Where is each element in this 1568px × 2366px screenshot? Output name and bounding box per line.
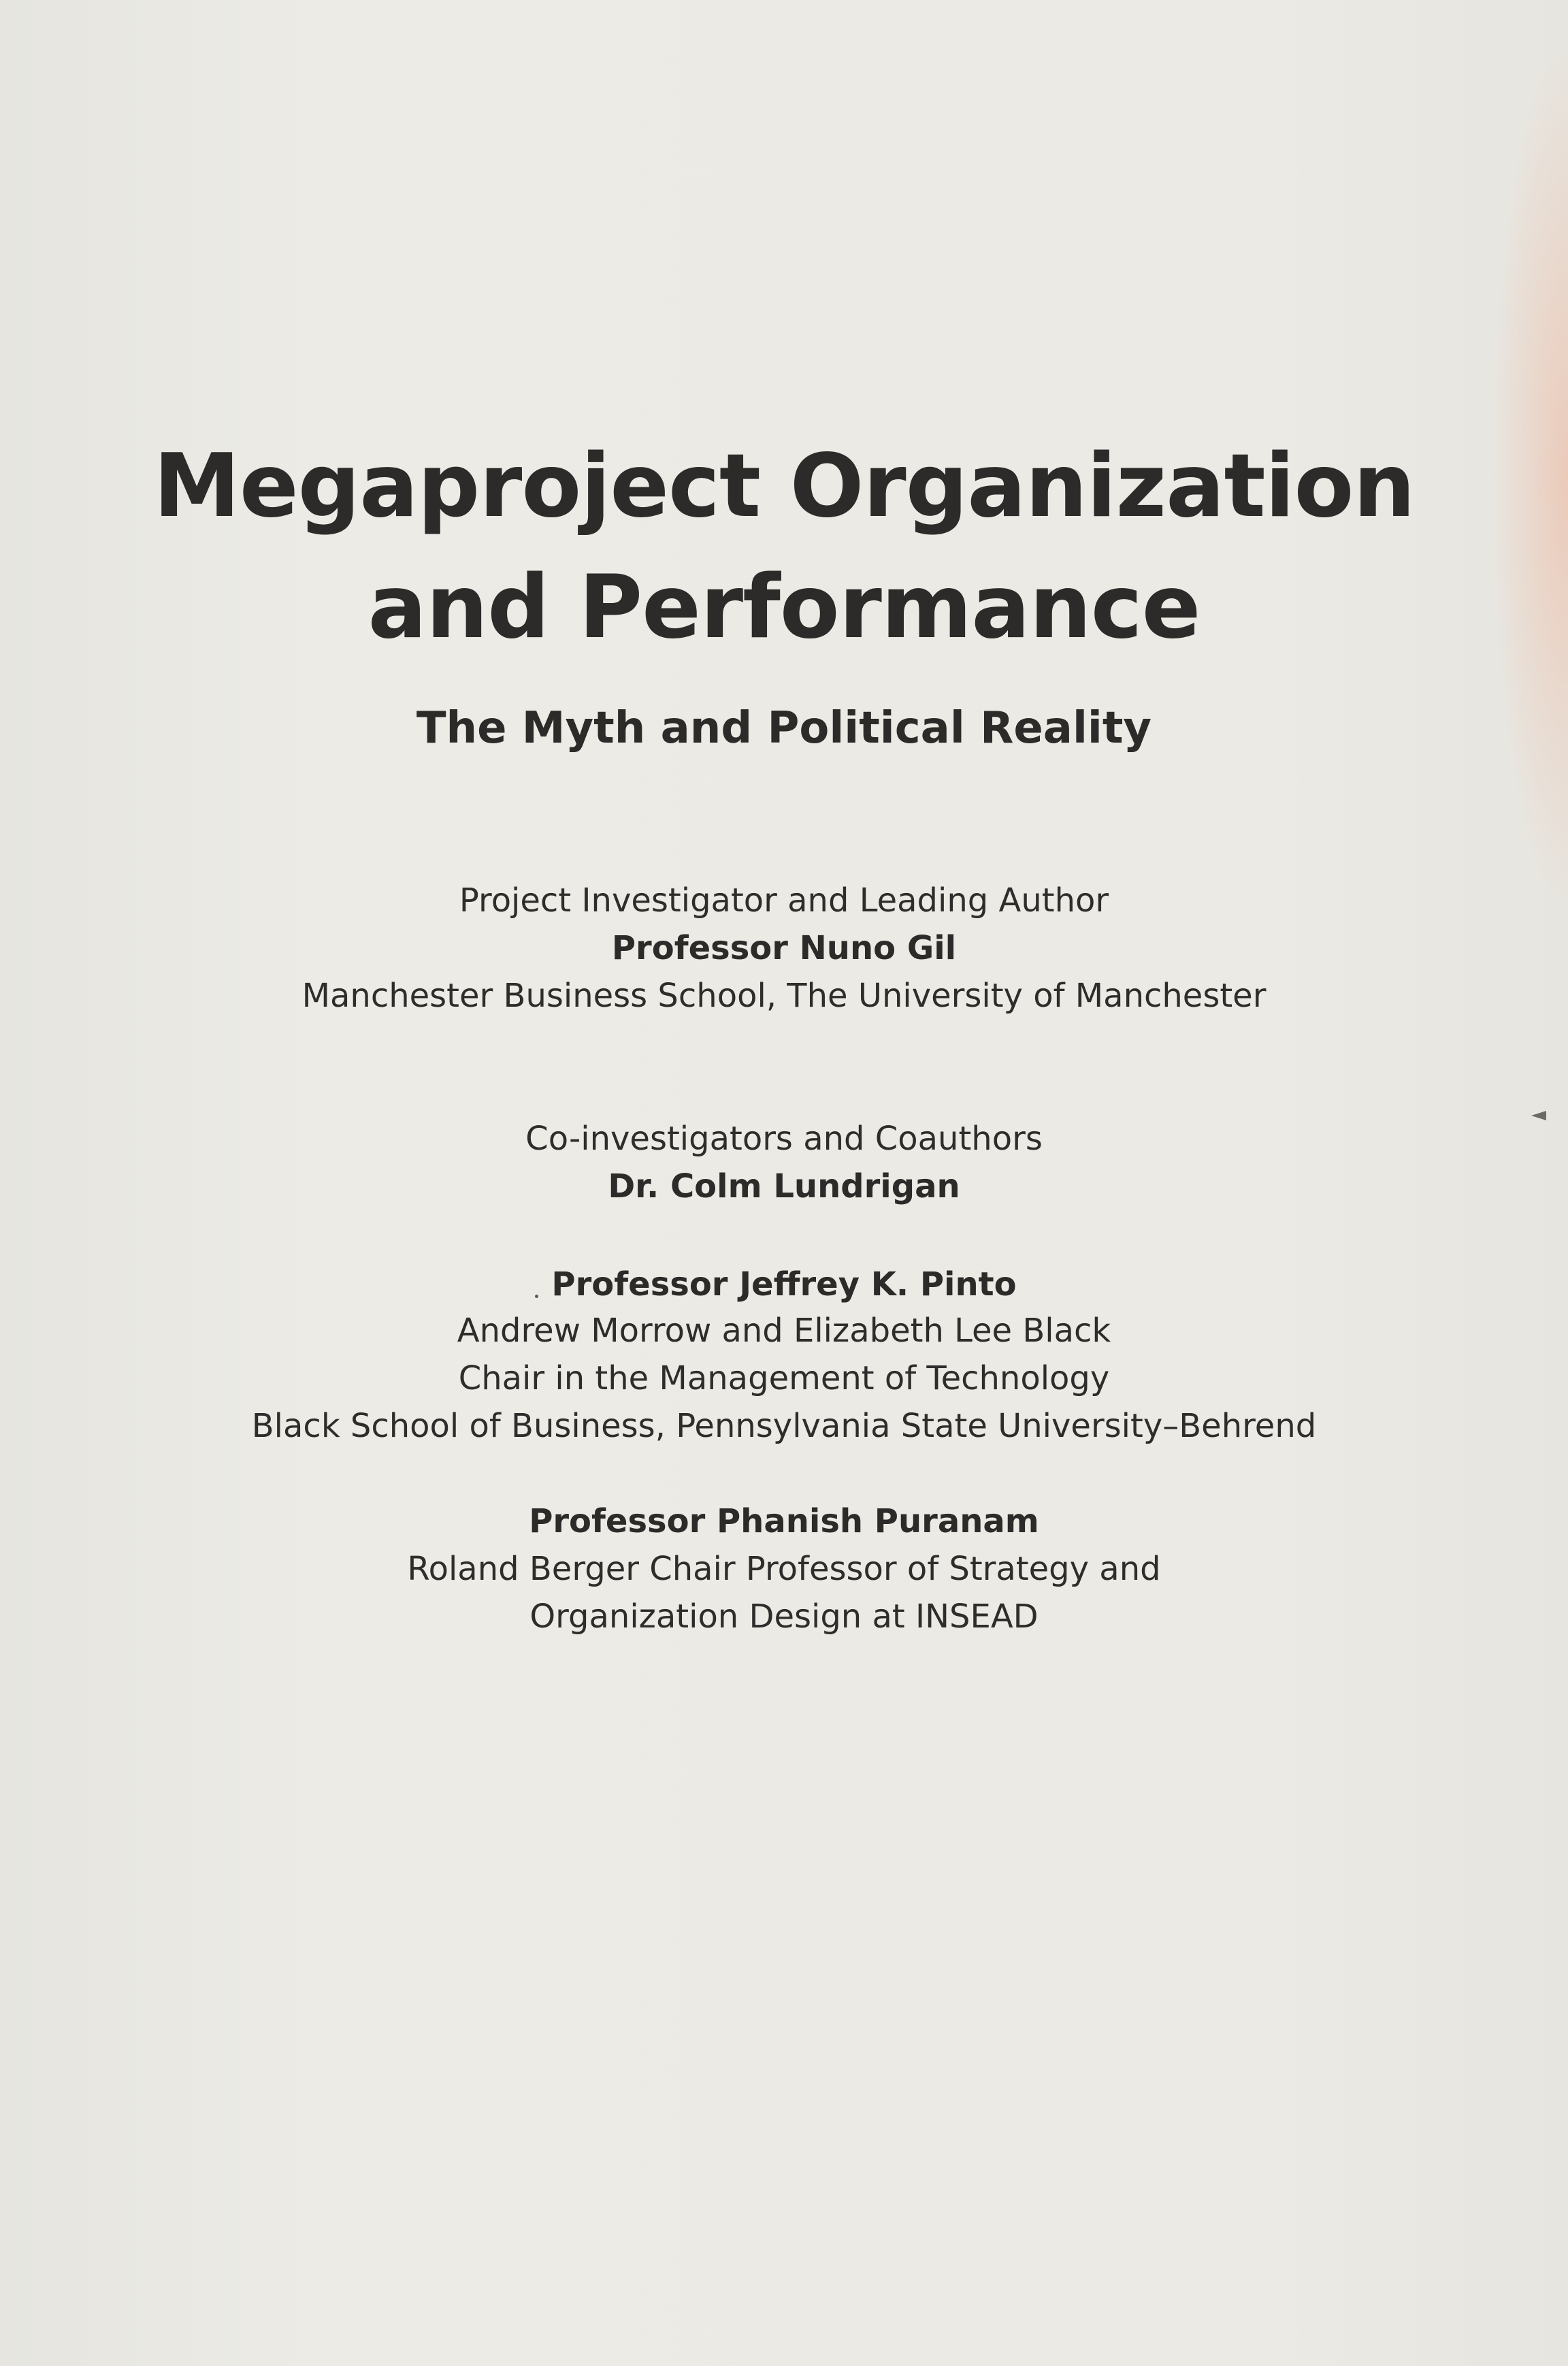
coauthor-puranam-affiliation-line-1: Roland Berger Chair Professor of Strategy and [407,1550,1161,1588]
book-title-line-1: Megaproject Organization [153,436,1415,537]
book-title-line-2: and Performance [368,557,1200,658]
coauthors-role: Co-investigators and Coauthors [525,1120,1043,1158]
lead-author-name: Professor Nuno Gil [611,929,957,967]
coauthor-name-puranam: Professor Phanish Puranam [529,1502,1039,1540]
coauthor-puranam-affiliation-line-2: Organization Design at INSEAD [529,1598,1039,1636]
book-subtitle: The Myth and Political Reality [416,703,1152,753]
lead-author-affiliation: Manchester Business School, The University of Manchester [301,977,1267,1015]
lead-author-role: Project Investigator and Leading Author [459,881,1109,920]
page-edge-marker-icon [1531,1111,1546,1120]
coauthor-name-lundrigan: Dr. Colm Lundrigan [608,1167,960,1205]
coauthor-name-pinto: Professor Jeffrey K. Pinto [551,1265,1017,1303]
coauthor-pinto-affiliation-line-3: Black School of Business, Pennsylvania State University–Behrend [251,1407,1317,1445]
coauthor-pinto-affiliation-line-2: Chair in the Management of Technology [458,1359,1110,1397]
coauthor-pinto-affiliation-line-1: Andrew Morrow and Elizabeth Lee Black [457,1312,1111,1350]
